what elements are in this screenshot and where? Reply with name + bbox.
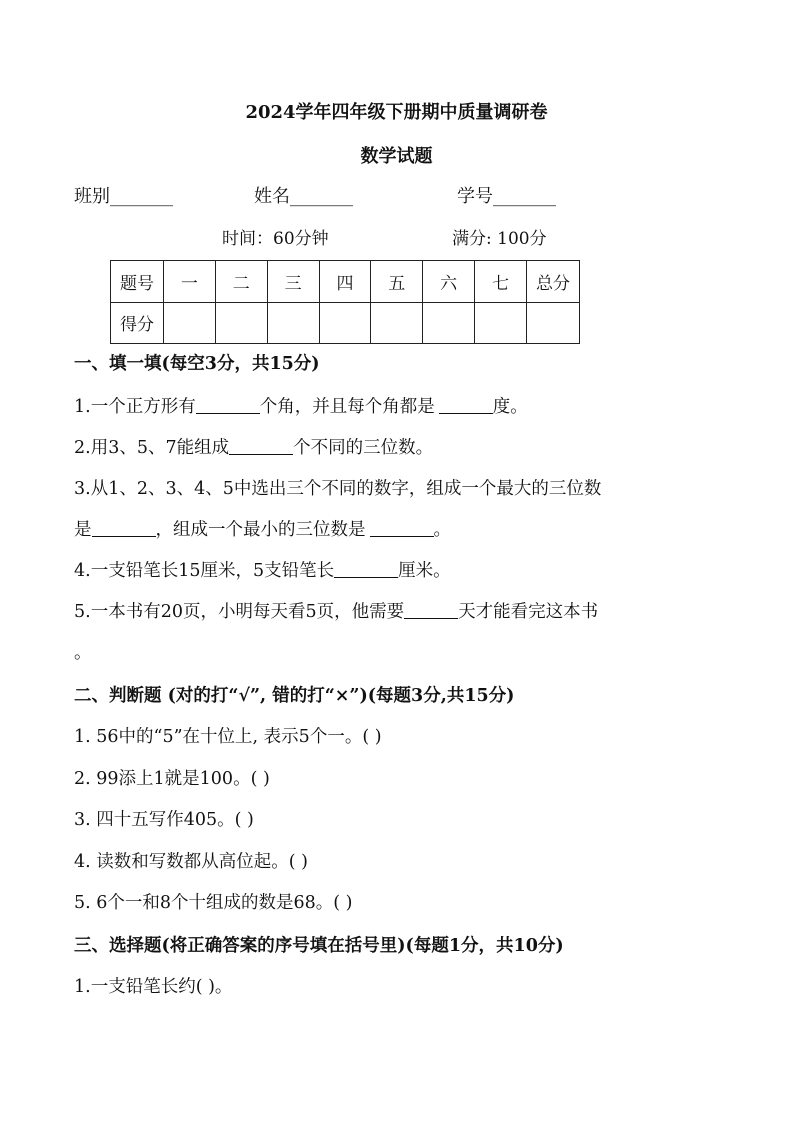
answer-blank[interactable] [370,535,434,537]
score-input-cell[interactable] [475,302,527,344]
question-1-1 [74,393,528,418]
score-table-cell: 一 [164,261,216,303]
question-text: 2.用3、5、7能组成 [74,438,230,458]
answer-blank[interactable] [92,535,156,537]
question-text: 是 [74,520,92,540]
score-table-cell: 六 [423,261,475,303]
class-field: 班别_______ [74,186,173,207]
question-text: 个不同的三位数。 [293,438,434,458]
score-table-cell: 四 [319,261,371,303]
score-input-cell[interactable] [164,302,216,344]
judge-question-2: 2. 99添上1就是100。( ) [74,769,270,789]
score-table [110,260,580,344]
full-score: 满分: 100分 [452,229,547,249]
score-input-cell[interactable] [267,302,319,344]
judge-question-5: 5. 6个一和8个十组成的数是68。( ) [74,893,353,913]
score-table-cell: 得分 [111,302,164,344]
score-table-cell: 题号 [111,261,164,303]
name-field: 姓名_______ [254,186,353,207]
question-1-2 [74,434,433,459]
score-input-cell[interactable] [319,302,371,344]
answer-blank[interactable] [404,617,458,619]
judge-question-1: 1. 56中的“5”在十位上, 表示5个一。( ) [74,727,382,747]
section-2-heading: 二、判断题 (对的打“√”, 错的打“×”)(每题3分,共15分) [74,686,515,706]
section-3-heading: 三、选择题(将正确答案的序号填在括号里)(每题1分，共10分) [74,936,564,956]
question-1-5 [74,598,598,623]
question-text: 个角，并且每个角都是 [259,397,435,417]
question-text: 厘米。 [398,561,451,581]
answer-blank[interactable] [439,412,493,414]
judge-question-3: 3. 四十五写作405。( ) [74,810,254,830]
section-1-heading: 一、填一填(每空3分，共15分) [74,354,320,374]
answer-blank[interactable] [334,576,398,578]
question-text: ，组成一个最小的三位数是 [155,520,366,540]
answer-blank[interactable] [229,453,293,455]
question-text: 。 [433,520,451,540]
student-id-field: 学号_______ [457,186,556,207]
question-1-4 [74,557,451,582]
question-text: 5.一本书有20页，小明每天看5页，他需要 [74,602,405,622]
score-table-cell: 总分 [527,261,580,303]
score-input-cell[interactable] [215,302,267,344]
score-input-cell[interactable] [371,302,423,344]
question-text: 4.一支铅笔长15厘米，5支铅笔长 [74,561,335,581]
exam-time: 时间：60分钟 [222,229,329,249]
question-text: 1.一个正方形有 [74,397,196,417]
score-input-cell[interactable] [527,302,580,344]
answer-blank[interactable] [196,412,260,414]
question-text: 度。 [492,397,528,417]
score-table-cell: 二 [215,261,267,303]
question-1-5-end: 。 [74,643,92,663]
score-input-cell[interactable] [423,302,475,344]
exam-subtitle: 数学试题 [360,146,433,167]
score-table-cell: 三 [267,261,319,303]
score-table-cell: 五 [371,261,423,303]
score-table-cell: 七 [475,261,527,303]
question-1-3-line1: 3.从1、2、3、4、5中选出三个不同的数字，组成一个最大的三位数 [74,479,602,499]
judge-question-4: 4. 读数和写数都从高位起。( ) [74,852,308,872]
choice-question-1: 1.一支铅笔长约( )。 [74,977,233,997]
score-table-header-row [111,261,580,303]
question-1-3-line2 [74,516,451,541]
question-text: 天才能看完这本书 [458,602,599,622]
exam-title: 2024学年四年级下册期中质量调研卷 [245,102,548,123]
score-table-score-row [111,302,580,344]
